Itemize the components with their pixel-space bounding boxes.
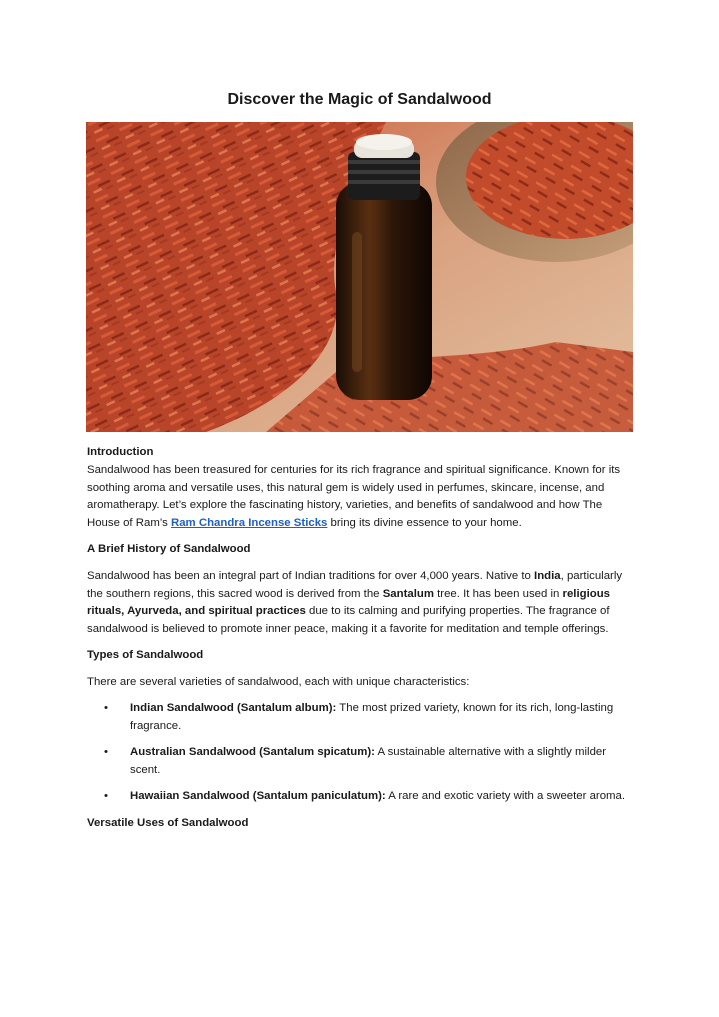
types-intro: There are several varieties of sandalwood, each with unique characteristics: (87, 675, 470, 688)
type-name: Australian Sandalwood (Santalum spicatum): (130, 746, 375, 759)
article-body (87, 444, 632, 832)
history-bold-india: India (534, 569, 561, 582)
type-desc: A sustainable alternative with a slightly milder scent. (130, 746, 607, 776)
list-item (87, 700, 632, 736)
type-name: Hawaiian Sandalwood (Santalum paniculatum): (130, 790, 386, 803)
list-item (87, 744, 632, 780)
history-text-3: tree. It has been used in (433, 587, 563, 600)
bullet-icon: • (104, 746, 108, 759)
intro-paragraph (87, 462, 632, 533)
history-text-4: due to its calming and purifying properties. The fragrance of sandalwood is believed to promote inner peace, making it a favorite for meditation and temple offerings. (87, 605, 610, 636)
types-list (87, 700, 632, 806)
bullet-icon: • (104, 702, 108, 715)
ram-chandra-incense-link[interactable]: Ram Chandra Incense Sticks (171, 517, 328, 530)
sandalwood-oil-bottle-photo (86, 122, 633, 432)
type-desc: A rare and exotic variety with a sweeter aroma. (385, 790, 626, 803)
bullet-icon: • (104, 790, 108, 803)
section-heading-introduction: Introduction (87, 446, 154, 458)
section-heading-types: Types of Sandalwood (87, 649, 204, 662)
history-bold-santalum: Santalum (382, 587, 434, 600)
history-text-2: , particularly the southern regions, this sacred wood is derived from the (87, 569, 623, 600)
list-item (87, 788, 632, 806)
section-heading-uses: Versatile Uses of Sandalwood (87, 816, 249, 829)
history-bold-practices: religious rituals, Ayurveda, and spiritual practices (87, 587, 610, 618)
history-text-1: Sandalwood has been an integral part of Indian traditions for over 4,000 years. Native to (87, 569, 535, 582)
page-title: Discover the Magic of Sandalwood (227, 91, 492, 108)
type-name: Indian Sandalwood (Santalum album): (130, 702, 337, 715)
intro-text-end: bring its divine essence to your home. (327, 517, 522, 530)
section-heading-history: A Brief History of Sandalwood (87, 543, 251, 556)
intro-text: Sandalwood has been treasured for centuries for its rich fragrance and spiritual significance. Known for its soothing aroma and versatile uses, this natural gem is widely used in perfumes, skincare, incense, and aromatherapy. Let’s explore the fascinating history, varieties, and benefits of sandalwood and how The House of Ram’s (87, 463, 621, 530)
type-desc: The most prized variety, known for its rich, long-lasting fragrance. (130, 702, 614, 732)
history-paragraph (87, 568, 632, 639)
